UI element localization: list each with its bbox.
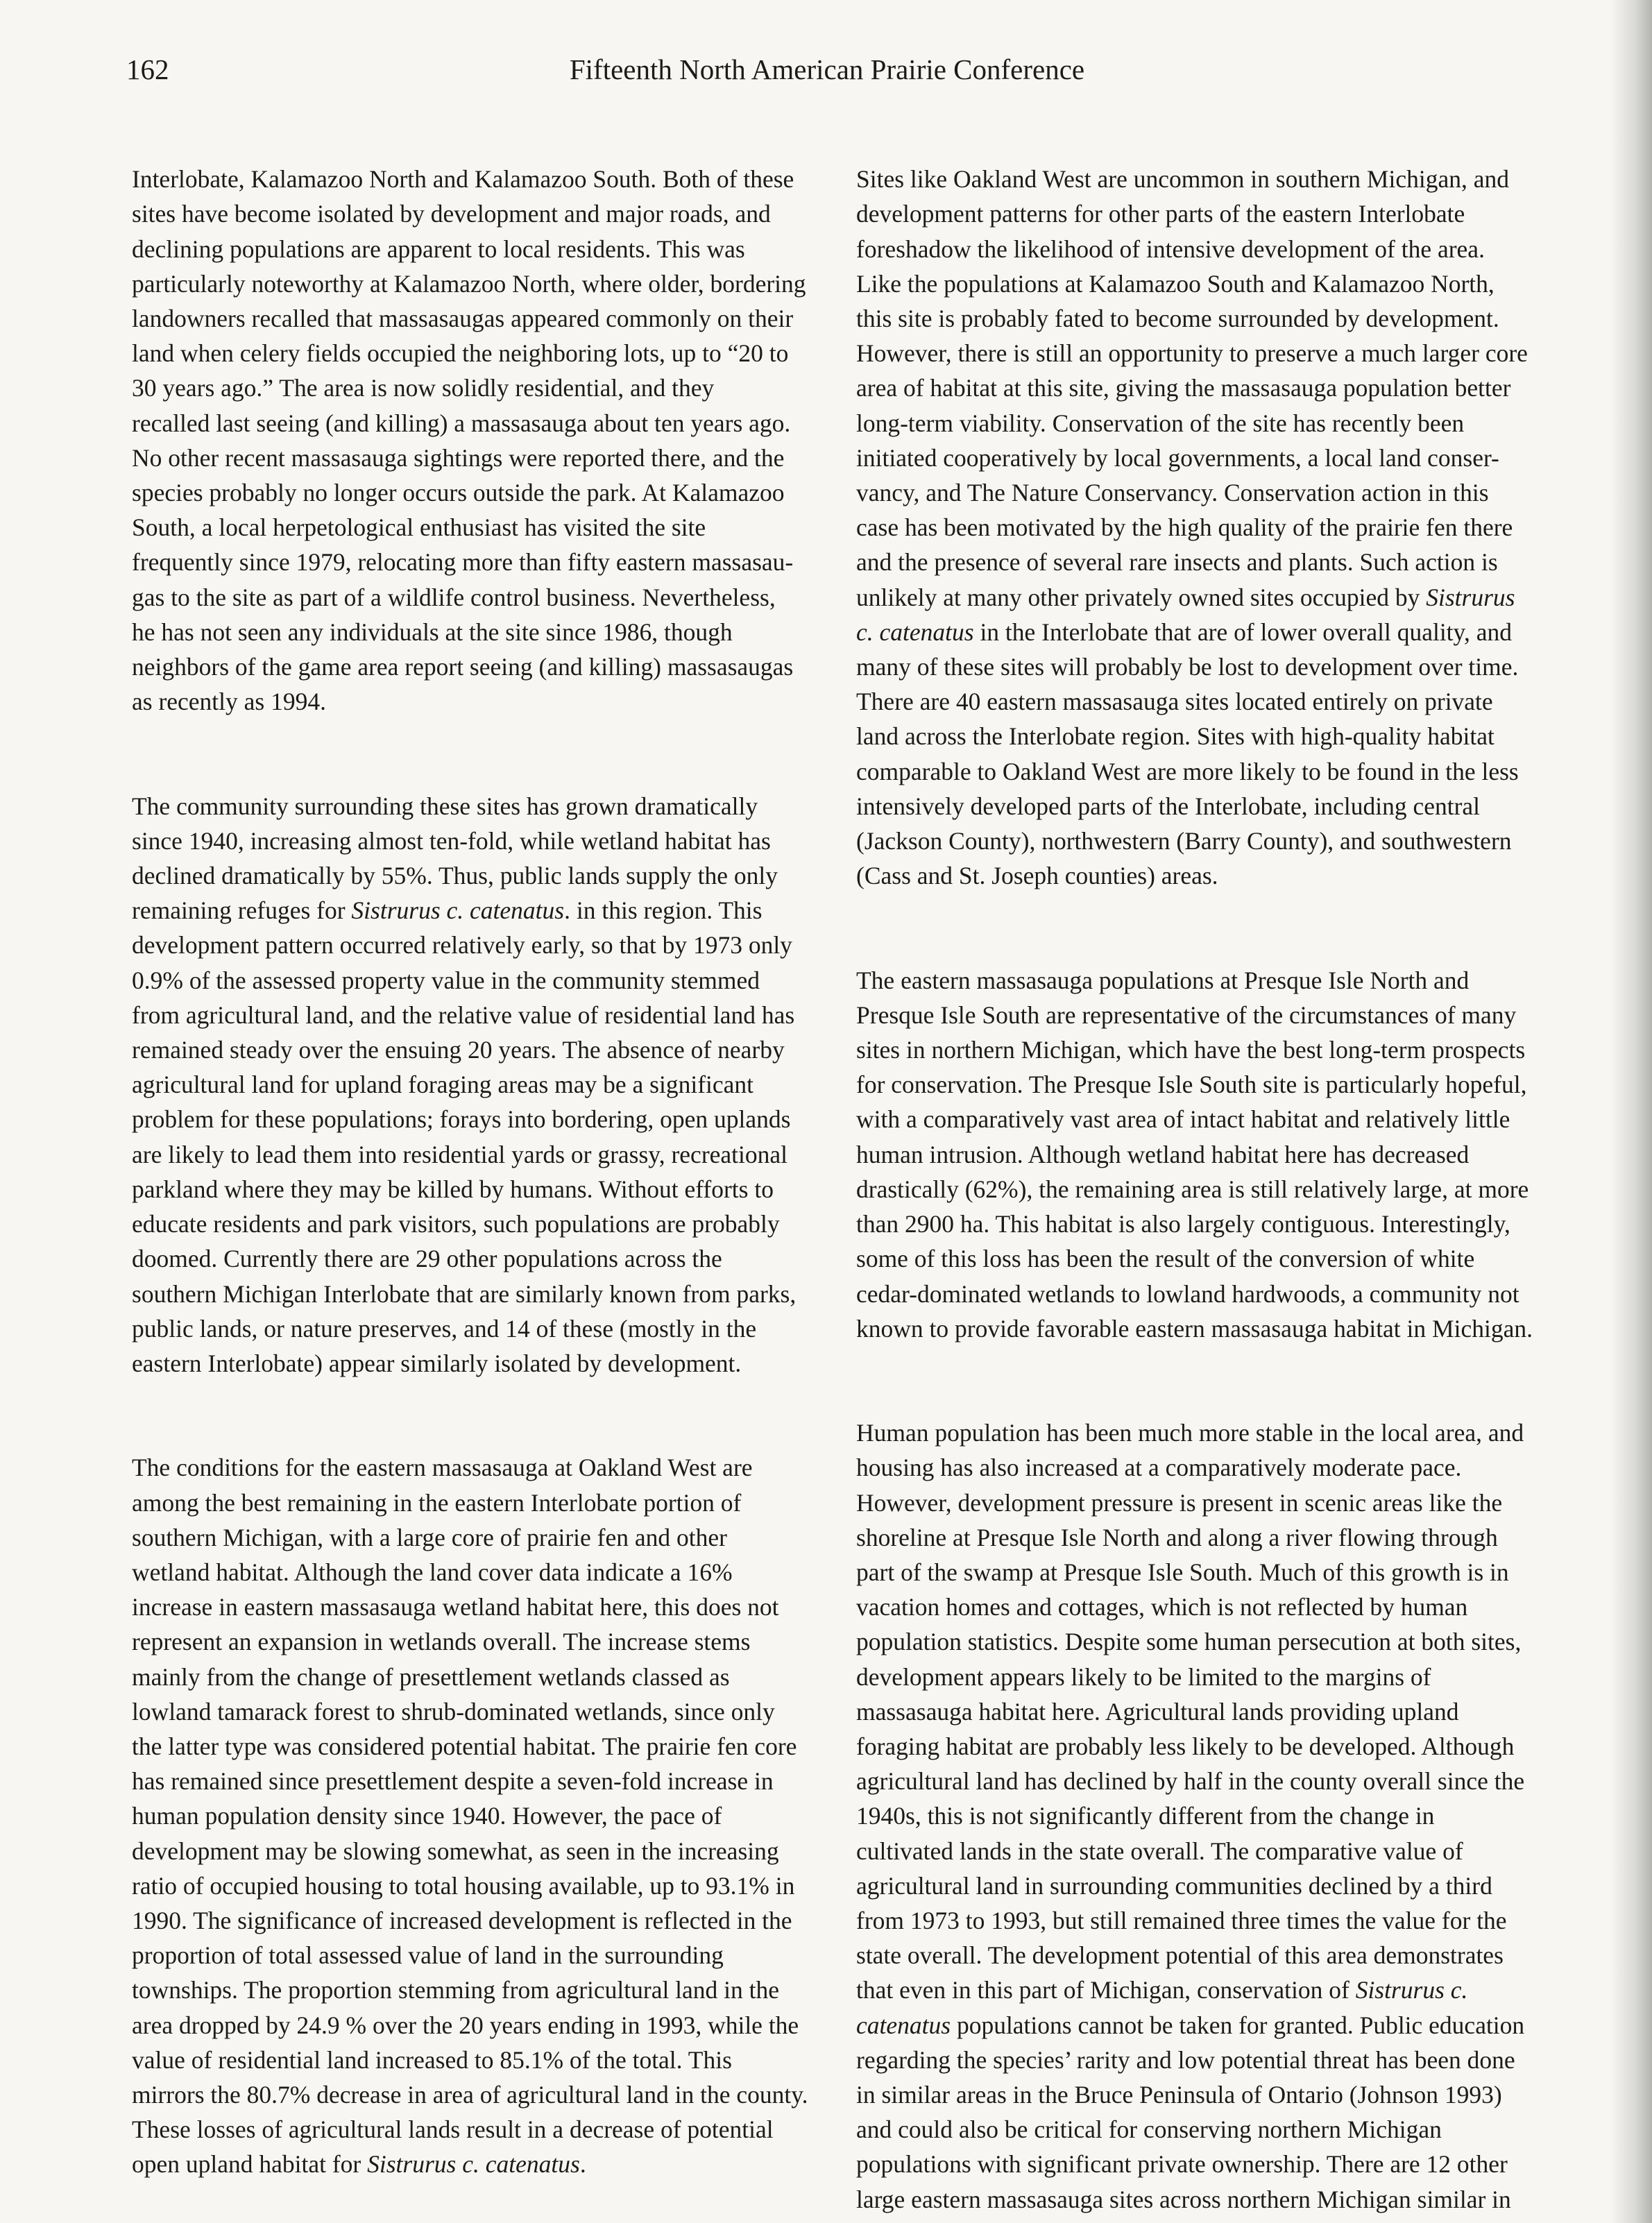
text-segment: . in this region. This development pattern occurred relatively early, so that by 1973 only 0.9% of the assessed property value in the community stemmed from agricultural land, and the relative value of residential land has remained steady over the ensuing 20 years. The absence of nearby agricultural land for upland foraging areas may be a significant problem for these populations; forays into bordering, open uplands are likely to lead them into residential yards or grassy, recreational parkland where they may be killed by humans. Without efforts to educate residents and park visitors, such populations are probably doomed. Currently there are 29 other populations across the southern Michigan Interlobate that are similarly known from parks, public lands, or nature preserves, and 14 of these (mostly in the eastern Interlobate) appear similarly isolated by development. [132, 896, 797, 1377]
paragraph [132, 127, 826, 719]
text-segment: in the Interlobate that are of lower overall quality, and many of these sites will probably be lost to development over time. There are 40 eastern massasauga sites located entirely on private land across the Interlobate region. Sites with high-quality habitat comparable to Oakland West are more likely to be found in the less intensively developed parts of the Interlobate, including central (Jackson County), northwestern (Barry County), and southwestern (Cass and St. Joseph counties) areas. [856, 618, 1519, 890]
text-segment: Interlobate, Kalamazoo North and Kalamazoo South. Both of these sites have become isolated by development and major roads, and declining populations are apparent to local residents. This was particularly noteworthy at Kalamazoo North, where older, bordering landowners recalled that massasaugas appeared commonly on their land when celery fields occupied the neighboring lots, up to “20 to 30 years ago.” The area is now solidly residential, and they recalled last seeing (and killing) a massasauga about ten years ago. No other recent massasauga sightings were reported there, and the species probably no longer occurs outside the park. At Kalamazoo South, a local herpetological enthusiast has visited the site frequently since 1979, relocating more than fifty eastern massasau- gas to the site as part of a wildlife control business. Nevertheless, he has not seen any individuals at the site since 1986, though neighbors of the game area report seeing (and killing) massasaugas as recently as 1994. [132, 165, 806, 716]
right-column [856, 127, 1550, 2217]
text-segment: The eastern massasauga populations at Presque Isle North and Presque Isle South are representative of the circumstances of many sites in northern Michigan, which have the best long-term prospects for conservation. The Presque Isle South site is particularly hopeful, with a comparatively vast area of intact habitat and relatively little human intrusion. Although wetland habitat here has decreased drastically (62%), the remaining area is still relatively large, at more than 2900 ha. This habitat is also largely contiguous. Interestingly, some of this loss has been the result of the conversion of white cedar-dominated wetlands to lowland hardwoods, a community not known to provide favorable eastern massasauga habitat in Michigan. [856, 966, 1533, 1343]
text-segment: Human population has been much more stable in the local area, and housing has also increased at a comparatively moderate pace. However, development pressure is present in scenic areas like the shoreline at Presque Isle North and along a river flowing through part of the swamp at Presque Isle South. Much of this growth is in vacation homes and cottages, which is not reflected by human population statistics. Despite some human persecution at both sites, development appears likely to be limited to the margins of massasauga habitat here. Agricultural lands providing upland foraging habitat are probably less likely to be developed. Although agricultural land has declined by half in the county overall since the 1940s, this is not significantly different from the change in cultivated lands in the state overall. The comparative value of agricultural land in surrounding communities declined by a third from 1973 to 1993, but still remained three times the value for the state overall. The development potential of this area demonstrates that even in this part of Michigan, conservation of [856, 1419, 1525, 2004]
page-number: 162 [126, 53, 169, 85]
species-name-italic: Sistrurus c. catenatus [856, 583, 1515, 646]
species-name-italic: Sistrurus c. catenatus [367, 2150, 580, 2179]
text-segment: The conditions for the eastern massasauga at Oakland West are among the best remaining in the eastern Interlobate portion of southern Michigan, with a large core of prairie fen and other wetland habitat. Although the land cover data indicate a 16% increase in eastern massasauga wetland habitat here, this does not represent an expansion in wetlands overall. The increase stems mainly from the change of presettlement wetlands classed as lowland tamarack forest to shrub-dominated wetlands, since only the latter type was considered potential habitat. The prairie fen core has remained since presettlement despite a seven-fold increase in human population density since 1940. However, the pace of development may be slowing somewhat, as seen in the increasing ratio of occupied housing to total housing available, up to 93.1% in 1990. The significance of increased development is reflected in the proportion of total assessed value of land in the surrounding townships. The proportion stemming from agricultural land in the area dropped by 24.9 % over the 20 years ending in 1993, while the value of residential land increased to 85.1% of the total. This mirrors the 80.7% decrease in area of agricultural land in the county. These losses of agricultural lands result in a decrease of potential open upland habitat for [132, 1454, 808, 2179]
text-segment: populations cannot be taken for granted. Public education regarding the species’ rarity and low potential threat has been done in similar areas in the Bruce Peninsula of Ontario (Johnson 1993) and could also be critical for conserving northern Michigan populations with significant private ownership. There are 12 other large eastern massasauga sites across northern Michigan similar in [856, 2011, 1525, 2213]
paragraph [856, 928, 1550, 1345]
text-segment: Sites like Oakland West are uncommon in southern Michigan, and development patterns for other parts of the eastern Interlobate foreshadow the likelihood of intensive development of the area. Like the populations at Kalamazoo South and Kalamazoo North, this site is probably fated to become surrounded by development. However, there is still an opportunity to preserve a much larger core area of habitat at this site, giving the massasauga population better long-term viability. Conservation of the site has recently been initiated cooperatively by local governments, a local land conser- vancy, and The Nature Conservancy. Conservation action in this case has been motivated by the high quality of the prairie fen there and the presence of several rare insects and plants. Such action is unlikely at many other privately owned sites occupied by [856, 165, 1528, 611]
paragraph [856, 127, 1550, 893]
page-edge-shadow [1610, 0, 1652, 2223]
page-header [126, 49, 1528, 90]
paragraph [856, 1381, 1550, 2217]
species-name-italic: Sistrurus c. catenatus [351, 896, 565, 925]
paragraph [132, 1415, 826, 2181]
running-title: Fifteenth North American Prairie Conference [569, 53, 1085, 85]
paragraph [132, 753, 826, 1381]
species-name-italic: Sistrurus c. catenatus [856, 1976, 1468, 2039]
text-segment: . [579, 2150, 586, 2179]
left-column [132, 127, 826, 2182]
text-segment: The community surrounding these sites has grown dramatically since 1940, increasing almost ten-fold, while wetland habitat has declined dramatically by 55%. Thus, public lands supply the only remaining refuges for [132, 792, 778, 925]
